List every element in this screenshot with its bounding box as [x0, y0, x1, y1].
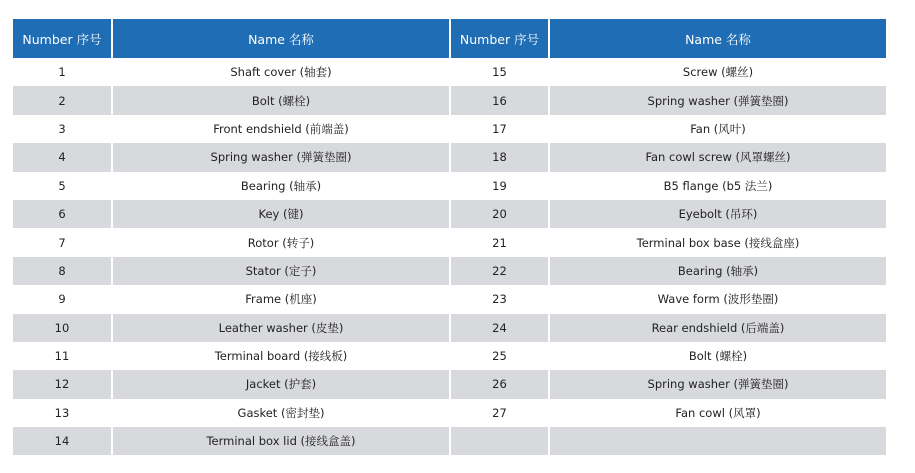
part-name-cell: Wave form (波形垫圈) — [549, 285, 886, 313]
table-body — [13, 58, 886, 455]
part-name-cell — [549, 427, 886, 455]
header-name-2: Name 名称 — [549, 19, 886, 58]
part-name-cell: Screw (螺丝) — [549, 58, 886, 86]
part-number-cell: 26 — [450, 370, 549, 398]
part-name-cell: Rear endshield (后端盖) — [549, 314, 886, 342]
part-name-cell: Spring washer (弹簧垫圈) — [549, 370, 886, 398]
part-name-cell: Rotor (转子) — [112, 228, 450, 256]
part-number-cell: 15 — [450, 58, 549, 86]
table-row — [13, 115, 886, 143]
part-number-cell: 21 — [450, 228, 549, 256]
table-row — [13, 427, 886, 455]
part-number-cell: 3 — [13, 115, 112, 143]
part-name-cell: Stator (定子) — [112, 257, 450, 285]
table-row — [13, 370, 886, 398]
part-number-cell: 23 — [450, 285, 549, 313]
part-name-cell: Bearing (轴承) — [549, 257, 886, 285]
table-row — [13, 86, 886, 114]
part-number-cell: 18 — [450, 143, 549, 171]
table-row — [13, 58, 886, 86]
part-name-cell: Jacket (护套) — [112, 370, 450, 398]
part-name-cell: Bolt (螺栓) — [112, 86, 450, 114]
part-name-cell: Spring washer (弹簧垫圈) — [112, 143, 450, 171]
header-name: Name 名称 — [112, 19, 450, 58]
part-name-cell: Fan cowl (风罩) — [549, 399, 886, 427]
header-number-2: Number 序号 — [450, 19, 549, 58]
part-number-cell: 25 — [450, 342, 549, 370]
part-number-cell: 16 — [450, 86, 549, 114]
part-number-cell: 1 — [13, 58, 112, 86]
part-name-cell: Terminal box base (接线盒座) — [549, 228, 886, 256]
part-number-cell: 12 — [13, 370, 112, 398]
part-name-cell: Gasket (密封垫) — [112, 399, 450, 427]
part-name-cell: Terminal box lid (接线盒盖) — [112, 427, 450, 455]
part-number-cell: 7 — [13, 228, 112, 256]
part-number-cell: 4 — [13, 143, 112, 171]
part-number-cell: 17 — [450, 115, 549, 143]
part-number-cell: 10 — [13, 314, 112, 342]
part-name-cell: Frame (机座) — [112, 285, 450, 313]
part-number-cell: 24 — [450, 314, 549, 342]
table-row — [13, 314, 886, 342]
table-row — [13, 143, 886, 171]
part-number-cell: 22 — [450, 257, 549, 285]
table-row — [13, 228, 886, 256]
part-name-cell: Terminal board (接线板) — [112, 342, 450, 370]
part-number-cell: 9 — [13, 285, 112, 313]
table-row — [13, 285, 886, 313]
part-number-cell — [450, 427, 549, 455]
part-name-cell: Fan (风叶) — [549, 115, 886, 143]
header-number: Number 序号 — [13, 19, 112, 58]
part-number-cell: 6 — [13, 200, 112, 228]
part-number-cell: 2 — [13, 86, 112, 114]
part-number-cell: 20 — [450, 200, 549, 228]
part-name-cell: Bolt (螺栓) — [549, 342, 886, 370]
part-name-cell: Shaft cover (轴套) — [112, 58, 450, 86]
part-name-cell: B5 flange (b5 法兰) — [549, 172, 886, 200]
table-row — [13, 172, 886, 200]
part-name-cell: Fan cowl screw (风罩螺丝) — [549, 143, 886, 171]
part-name-cell: Leather washer (皮垫) — [112, 314, 450, 342]
part-number-cell: 27 — [450, 399, 549, 427]
part-name-cell: Spring washer (弹簧垫圈) — [549, 86, 886, 114]
part-number-cell: 19 — [450, 172, 549, 200]
part-name-cell: Key (键) — [112, 200, 450, 228]
part-number-cell: 5 — [13, 172, 112, 200]
part-number-cell: 11 — [13, 342, 112, 370]
parts-table — [13, 19, 886, 455]
part-number-cell: 8 — [13, 257, 112, 285]
table-row — [13, 257, 886, 285]
parts-table-container — [13, 19, 886, 455]
table-header-row — [13, 19, 886, 58]
part-name-cell: Front endshield (前端盖) — [112, 115, 450, 143]
table-row — [13, 399, 886, 427]
part-number-cell: 13 — [13, 399, 112, 427]
part-name-cell: Bearing (轴承) — [112, 172, 450, 200]
table-row — [13, 200, 886, 228]
part-number-cell: 14 — [13, 427, 112, 455]
table-row — [13, 342, 886, 370]
part-name-cell: Eyebolt (吊环) — [549, 200, 886, 228]
